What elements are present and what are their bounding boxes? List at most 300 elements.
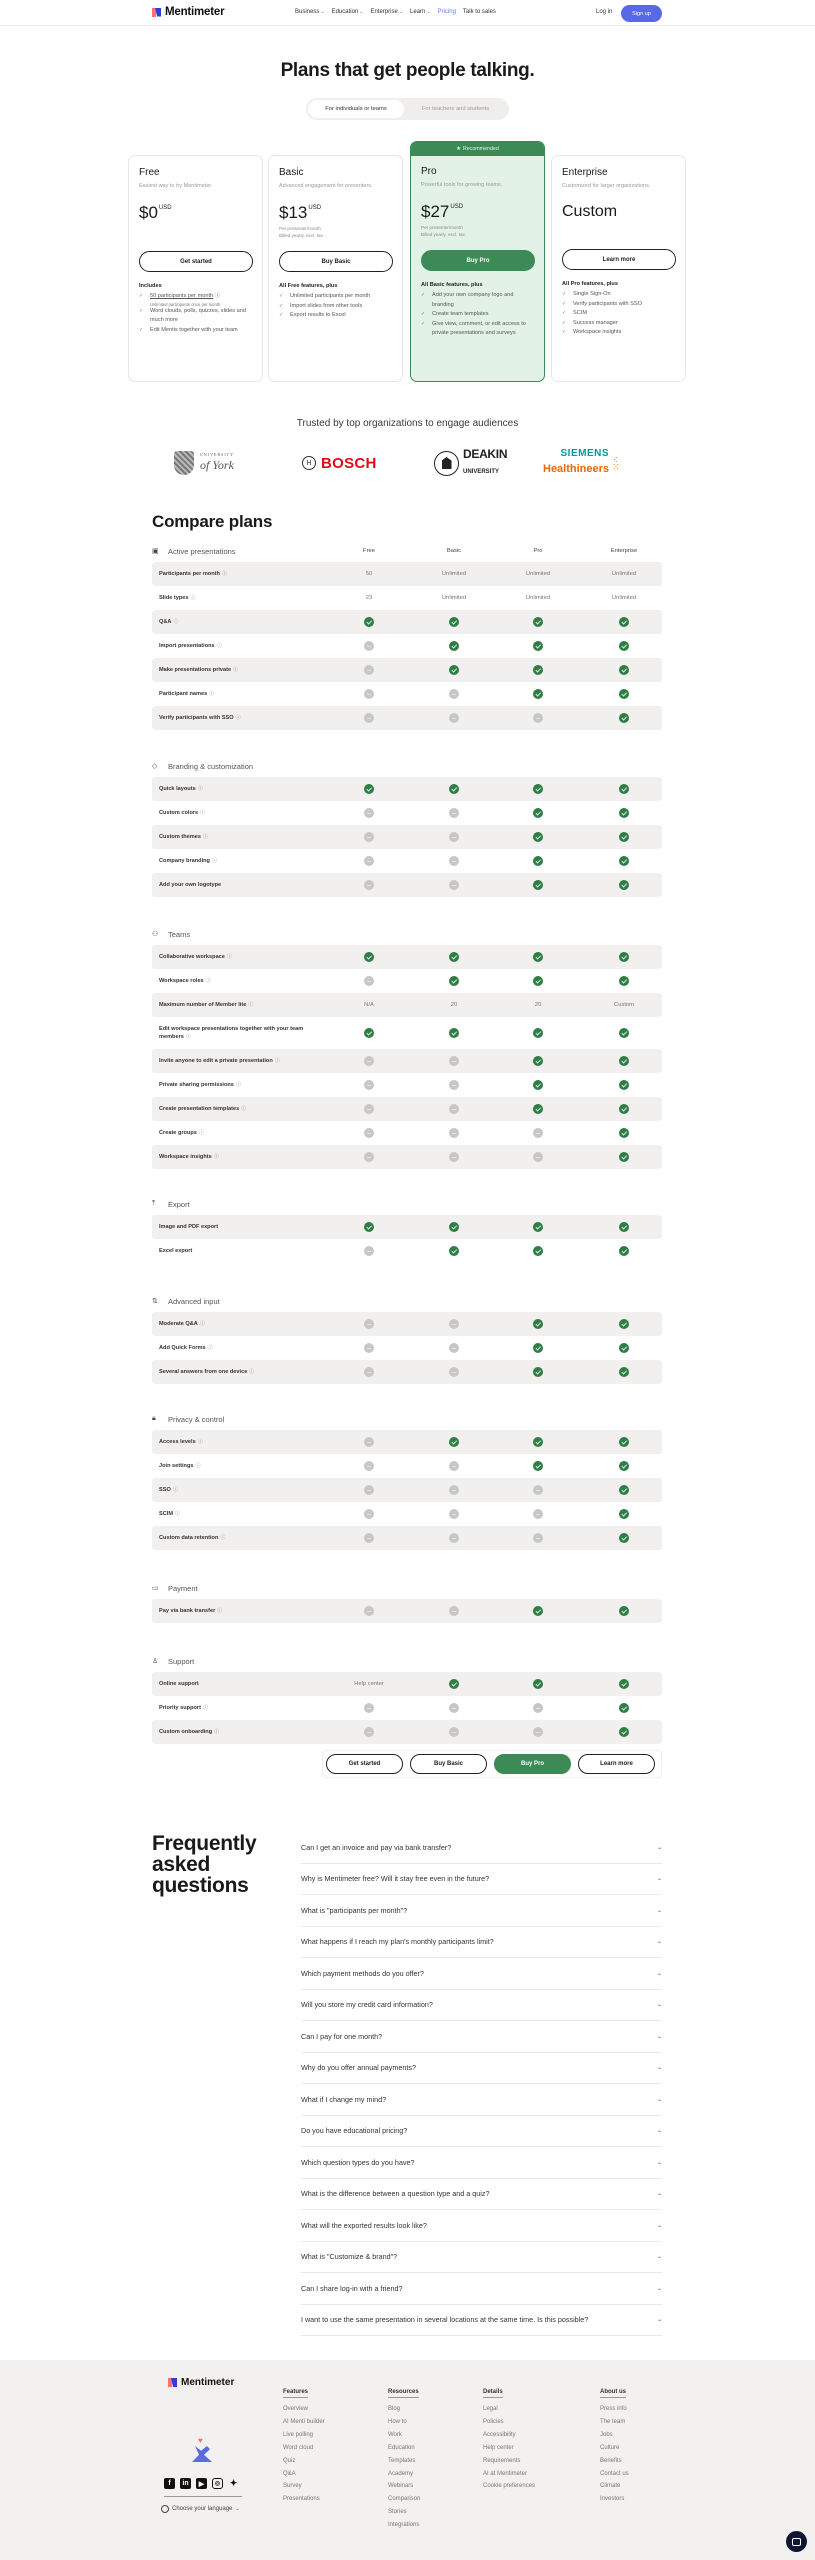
cell-value: Unlimited [611, 595, 637, 601]
nav-link-learn[interactable] [410, 9, 431, 15]
check-circle-icon [449, 617, 459, 627]
faq-item[interactable] [301, 1958, 662, 1990]
info-icon[interactable]: ⓘ [202, 1704, 208, 1711]
cell-enterprise [619, 952, 629, 962]
table-row [152, 1336, 662, 1360]
cell-basic [449, 952, 459, 962]
cell-enterprise [619, 1437, 629, 1447]
minus-circle-icon [364, 1509, 374, 1519]
footer-link[interactable]: Accessibility [483, 2431, 516, 2438]
footer-link[interactable]: Survey [283, 2483, 302, 2490]
cell-basic [449, 784, 459, 794]
minus-circle-icon [449, 713, 459, 723]
info-icon[interactable]: ⓘ [200, 809, 206, 816]
toggle-teachers-students[interactable]: For teachers and students [421, 106, 490, 112]
facebook-icon[interactable]: f [164, 2478, 175, 2489]
feature-item [562, 319, 675, 329]
cell-free [364, 1367, 374, 1377]
footer-link[interactable]: Help center [483, 2444, 514, 2451]
feature-name: Pay via bank transfer [159, 1607, 216, 1614]
cell-value: Unlimited [525, 595, 551, 601]
feature-name: Slide types [159, 594, 189, 601]
plan-card-enterprise [551, 155, 686, 382]
faq-item[interactable] [301, 1927, 662, 1959]
check-circle-icon [449, 1679, 459, 1689]
check-circle-icon [533, 1679, 543, 1689]
info-icon[interactable]: ⓘ [214, 1728, 220, 1735]
check-icon: ✓ [279, 302, 284, 309]
billing-note [421, 225, 534, 239]
faq-item[interactable] [301, 1990, 662, 2022]
faq-item[interactable] [301, 1864, 662, 1896]
minus-circle-icon [364, 1437, 374, 1447]
chevron-down-icon: ⌄ [655, 2285, 664, 2292]
nav-link-label: Enterprise [370, 9, 398, 15]
check-circle-icon [533, 784, 543, 794]
cell-basic [449, 1727, 459, 1737]
cell-basic [449, 1246, 459, 1256]
check-circle-icon [619, 1461, 629, 1471]
feature-label [159, 594, 319, 602]
minus-circle-icon [449, 1509, 459, 1519]
info-icon[interactable]: ⓘ [226, 953, 232, 960]
cell-free [364, 1343, 374, 1353]
billing-note [562, 224, 675, 238]
language-selector[interactable] [161, 2505, 240, 2513]
faq-item[interactable] [301, 2305, 662, 2337]
plan-tagline: Customized for larger organizations. [562, 183, 651, 189]
check-circle-icon [619, 1703, 629, 1713]
footer-link[interactable]: Templates [388, 2457, 416, 2464]
info-icon[interactable]: ⓘ [248, 1001, 254, 1008]
faq-question: What is "Customize & brand"? [301, 2252, 398, 2262]
footer-link[interactable]: Contact us [600, 2470, 629, 2477]
info-icon[interactable]: ⓘ [220, 1534, 226, 1541]
faq-item[interactable] [301, 2273, 662, 2305]
faq-item[interactable] [301, 2053, 662, 2085]
cell-basic [449, 976, 459, 986]
cell-pro [533, 808, 543, 818]
feature-list [562, 290, 675, 338]
cell-free [364, 1056, 374, 1066]
footer-link[interactable]: Stories [388, 2509, 407, 2516]
nav-link-business[interactable] [295, 9, 325, 15]
learn-more-button[interactable]: Learn more [578, 1754, 655, 1774]
section-title: Export [168, 1199, 190, 1209]
plan-tagline: Powerful tools for growing teams. [421, 182, 503, 188]
cell-free [364, 1319, 374, 1329]
billing-note [139, 226, 252, 240]
info-icon[interactable]: ⓘ [235, 1081, 241, 1088]
cell-pro [533, 784, 543, 794]
cell-basic [449, 832, 459, 842]
minus-circle-icon [449, 1727, 459, 1737]
cell-enterprise [619, 665, 629, 675]
billing-note-line: Billed yearly, excl. tax. [279, 232, 325, 238]
minus-circle-icon [364, 1128, 374, 1138]
cell-basic [449, 1461, 459, 1471]
instagram-icon[interactable]: ◎ [212, 2478, 223, 2489]
cell-enterprise [619, 1485, 629, 1495]
check-icon: ✓ [421, 292, 426, 298]
cell-free [364, 1104, 374, 1114]
check-circle-icon [533, 617, 543, 627]
feature-label: Import slides from other tools [290, 302, 363, 309]
faq-item[interactable] [301, 2179, 662, 2211]
compare-section-payment [152, 1577, 662, 1623]
footer-link[interactable]: Live polling [283, 2431, 314, 2438]
cell-free [364, 1703, 374, 1713]
feature-text [290, 311, 346, 321]
footer-link[interactable]: Requirements [483, 2457, 521, 2464]
chat-icon [792, 2538, 801, 2546]
footer-link[interactable]: Press info [600, 2406, 627, 2412]
section-header [152, 1408, 662, 1430]
footer-link[interactable]: How to [388, 2418, 407, 2425]
footer-link[interactable]: Education [388, 2444, 415, 2451]
get-started-button[interactable]: Get started [326, 1754, 403, 1774]
footer-link[interactable]: The team [600, 2418, 626, 2425]
cell-free [364, 689, 374, 699]
feature-list [421, 291, 534, 339]
cell-basic [442, 571, 466, 577]
cell-value: 23 [365, 595, 373, 601]
footer-link[interactable]: Legal [483, 2406, 498, 2412]
deakin-line2: UNIVERSITY [463, 469, 500, 475]
info-icon[interactable]: ⓘ [172, 1486, 178, 1493]
check-icon: ✓ [139, 326, 144, 333]
minus-circle-icon [364, 1343, 374, 1353]
cell-basic [449, 856, 459, 866]
minus-circle-icon [449, 832, 459, 842]
info-icon[interactable]: ⓘ [197, 785, 203, 792]
feature-name: Invite anyone to edit a private presentation [159, 1057, 273, 1064]
footer-link[interactable]: Quiz [283, 2457, 296, 2464]
lock-icon: 🔒︎ [152, 1415, 156, 1422]
feature-text [432, 310, 489, 320]
signup-button[interactable]: Sign up [621, 5, 662, 22]
minus-circle-icon [364, 1080, 374, 1090]
cell-enterprise [612, 571, 636, 577]
table-row [152, 634, 662, 658]
feature-label: Success manager [573, 319, 618, 326]
footer-link[interactable]: Benefits [600, 2457, 622, 2464]
nav-link-education[interactable] [332, 9, 364, 15]
cell-enterprise [614, 1002, 634, 1008]
feature-label [159, 690, 319, 698]
info-icon[interactable]: ⓘ [233, 666, 239, 673]
info-icon[interactable]: ⓘ [216, 642, 222, 649]
footer-link[interactable]: AI Menti builder [283, 2418, 325, 2425]
cell-pro [533, 1533, 543, 1543]
info-icon[interactable]: ⓘ [174, 1510, 180, 1517]
brand-logo[interactable] [152, 6, 224, 18]
faq-item[interactable] [301, 2116, 662, 2148]
plan-cta-free[interactable]: Get started [139, 251, 253, 272]
feature-label [159, 1001, 319, 1009]
minus-circle-icon [364, 1606, 374, 1616]
footer-link[interactable]: Work [388, 2431, 402, 2438]
cell-free [364, 1461, 374, 1471]
main-menu [295, 9, 496, 15]
info-icon[interactable]: ⓘ [198, 1129, 204, 1136]
info-icon[interactable]: ⓘ [211, 857, 217, 864]
check-circle-icon [619, 1367, 629, 1377]
check-circle-icon [533, 880, 543, 890]
info-icon[interactable]: ⓘ [207, 1344, 213, 1351]
check-icon: ✓ [562, 300, 567, 307]
minus-circle-icon [364, 1367, 374, 1377]
footer-link[interactable]: AI at Mentimeter [483, 2470, 528, 2477]
cell-basic [449, 1703, 459, 1713]
faq-item[interactable] [301, 2147, 662, 2179]
cell-free [366, 595, 372, 601]
faq-item[interactable] [301, 2242, 662, 2274]
cell-free [364, 976, 374, 986]
check-icon: ✓ [562, 319, 567, 326]
info-icon[interactable]: ⓘ [249, 1368, 255, 1375]
feature-label [159, 714, 319, 722]
info-icon[interactable]: ⓘ [209, 690, 215, 697]
faq-item[interactable] [301, 2210, 662, 2242]
chevron-down-icon: ⌄ [655, 1939, 664, 1946]
cell-pro [533, 1319, 543, 1329]
features-heading: All Free features, plus [279, 283, 338, 289]
page-title: Plans that get people talking. [280, 60, 535, 81]
chevron-down-icon: ⌄ [655, 2065, 664, 2072]
footer-column-resources [388, 2380, 420, 2532]
minus-circle-icon [364, 1461, 374, 1471]
youtube-icon[interactable]: ▶ [196, 2478, 207, 2489]
info-icon[interactable]: ⓘ [190, 594, 196, 601]
check-circle-icon [449, 641, 459, 651]
check-circle-icon [449, 665, 459, 675]
cell-enterprise [619, 1727, 629, 1737]
cell-free [364, 880, 374, 890]
cell-free [364, 1246, 374, 1256]
twitter-icon[interactable]: ✦ [229, 2478, 238, 2488]
faq-question: What will the exported results look like? [301, 2220, 427, 2230]
chevron-down-icon: ⌄ [655, 2222, 664, 2229]
info-icon[interactable]: ⓘ [221, 570, 227, 577]
cell-enterprise [619, 713, 629, 723]
info-icon[interactable]: ⓘ [235, 714, 241, 721]
cell-pro [533, 856, 543, 866]
plan-cta-basic[interactable]: Buy Basic [279, 251, 393, 272]
footer-link[interactable]: Culture [600, 2444, 620, 2451]
cell-free [364, 617, 374, 627]
info-icon[interactable]: ⓘ [173, 618, 179, 625]
check-circle-icon [364, 784, 374, 794]
cell-enterprise [619, 1461, 629, 1471]
buy-pro-button[interactable]: Buy Pro [494, 1754, 571, 1774]
check-circle-icon [533, 1319, 543, 1329]
chat-widget-button[interactable] [786, 2531, 807, 2552]
footer-link[interactable]: Webinars [388, 2483, 414, 2490]
feature-name: Maximum number of Member lite [159, 1001, 247, 1008]
feature-text [573, 290, 611, 300]
check-circle-icon [619, 665, 629, 675]
social-links [164, 2478, 239, 2489]
info-icon[interactable]: ⓘ [213, 1153, 219, 1160]
faq-item[interactable] [301, 2084, 662, 2116]
check-circle-icon [619, 617, 629, 627]
info-icon[interactable]: ⓘ [205, 977, 211, 984]
cell-value: Unlimited [611, 571, 637, 577]
footer-logo[interactable] [168, 2377, 234, 2388]
check-circle-icon [533, 641, 543, 651]
footer-link[interactable]: Policies [483, 2418, 504, 2425]
footer-link[interactable]: Blog [388, 2406, 401, 2412]
cell-basic [449, 1319, 459, 1329]
info-icon[interactable]: ⓘ [202, 833, 208, 840]
deakin-badge-icon [434, 451, 459, 476]
cell-enterprise [619, 1319, 629, 1329]
price-amount: $27 [421, 202, 450, 221]
footer-link[interactable]: Cookie preferences [483, 2483, 536, 2490]
cell-pro [533, 1056, 543, 1066]
feature-label: Single Sign-On [573, 291, 611, 297]
table-row [152, 1312, 662, 1336]
cell-basic [449, 1128, 459, 1138]
feature-link[interactable]: 50 participants per month [150, 293, 214, 299]
table-row [152, 1239, 662, 1263]
table-row [152, 801, 662, 825]
nav-link-enterprise[interactable] [370, 9, 403, 15]
feature-name: Moderate Q&A [159, 1320, 198, 1327]
cell-basic [449, 1028, 459, 1038]
feature-item [421, 291, 534, 310]
info-icon[interactable]: ⓘ [199, 1320, 205, 1327]
feature-name: Q&A [159, 618, 172, 625]
chevron-down-icon: ⌄ [655, 1876, 664, 1883]
cell-enterprise [619, 1104, 629, 1114]
minus-circle-icon [364, 880, 374, 890]
footer [0, 2360, 815, 2560]
info-icon[interactable]: ⓘ [197, 1438, 203, 1445]
feature-name: Create presentation templates [159, 1105, 240, 1112]
faq-list [301, 1832, 662, 2336]
minus-circle-icon [449, 808, 459, 818]
footer-link[interactable]: Academy [388, 2470, 414, 2477]
cell-value: Help center [354, 1681, 384, 1687]
footer-link[interactable]: Comparison [388, 2496, 421, 2503]
check-circle-icon [449, 1437, 459, 1447]
faq-question: Will you store my credit card information? [301, 2000, 433, 2010]
features-heading: All Basic features, plus [421, 282, 483, 288]
cell-basic [449, 1533, 459, 1543]
feature-label [159, 1704, 319, 1712]
footer-link[interactable]: Integrations [388, 2522, 420, 2529]
feature-name: Make presentations private [159, 666, 232, 673]
feature-label: Workspace insights [573, 329, 622, 335]
cell-pro [533, 1461, 543, 1471]
footer-column-about-us [600, 2380, 629, 2506]
feature-item [562, 309, 675, 319]
cell-pro [533, 1222, 543, 1232]
info-icon[interactable]: ⓘ [241, 1105, 247, 1112]
faq-item[interactable] [301, 1832, 662, 1864]
check-icon: ✓ [279, 293, 284, 299]
faq-item[interactable] [301, 1895, 662, 1927]
column-header-pro: Pro [533, 548, 543, 554]
check-circle-icon [619, 832, 629, 842]
footer-link[interactable]: Presentations [283, 2496, 320, 2503]
footer-link[interactable]: Jobs [600, 2431, 613, 2438]
faq-question: What is "participants per month"? [301, 1905, 408, 1915]
plan-name: Enterprise [562, 167, 608, 178]
check-circle-icon [533, 832, 543, 842]
table-row [152, 1145, 662, 1169]
globe-icon [161, 2505, 169, 2513]
feature-label: Verify participants with SSO [573, 300, 643, 307]
linkedin-icon[interactable]: in [180, 2478, 191, 2489]
price-currency: USD [308, 205, 322, 211]
cell-pro [533, 976, 543, 986]
feature-label [159, 1223, 319, 1231]
check-circle-icon [533, 1606, 543, 1616]
nav-link-pricing[interactable] [438, 9, 456, 15]
info-icon[interactable]: ⓘ [185, 1033, 191, 1040]
check-circle-icon [619, 952, 629, 962]
info-icon[interactable]: ⓘ [213, 293, 221, 299]
plan-cta-pro[interactable]: Buy Pro [421, 250, 535, 271]
cell-pro [533, 1080, 543, 1090]
footer-link[interactable]: Overview [283, 2406, 309, 2412]
recommended-label: Recommended [462, 146, 499, 152]
cell-value: 20 [534, 1002, 542, 1008]
footer-link[interactable]: Investors [600, 2496, 625, 2503]
cell-value: Unlimited [441, 571, 467, 577]
table-row [152, 586, 662, 610]
faq-item[interactable] [301, 2021, 662, 2053]
footer-link[interactable]: Climate [600, 2483, 621, 2490]
buy-basic-button[interactable]: Buy Basic [410, 1754, 487, 1774]
customer-logos [170, 448, 660, 478]
feature-item [562, 328, 675, 338]
footer-link[interactable]: Word cloud [283, 2444, 314, 2451]
cell-enterprise [619, 1128, 629, 1138]
price-currency: USD [158, 205, 172, 211]
login-link[interactable]: Log in [596, 9, 613, 15]
compare-section-export [152, 1193, 662, 1263]
footer-column-title: Resources [388, 2389, 419, 2398]
toggle-individuals-teams[interactable]: For individuals or teams [308, 100, 404, 118]
info-icon[interactable]: ⓘ [217, 1607, 223, 1614]
check-circle-icon [449, 952, 459, 962]
check-icon: ✓ [562, 310, 567, 316]
features-heading: All Pro features, plus [562, 281, 618, 287]
minus-circle-icon [533, 1152, 543, 1162]
minus-circle-icon [533, 1509, 543, 1519]
faq-title-line: asked [152, 1853, 211, 1876]
cell-pro [533, 1028, 543, 1038]
minus-circle-icon [364, 856, 374, 866]
info-icon[interactable]: ⓘ [274, 1057, 280, 1064]
check-circle-icon [619, 1080, 629, 1090]
feature-label: Create team templates [432, 311, 489, 317]
feature-name: SCIM [159, 1510, 173, 1517]
table-row [152, 1502, 662, 1526]
info-icon[interactable]: ⓘ [195, 1462, 201, 1469]
nav-link-talk-to-sales[interactable] [463, 9, 496, 15]
check-circle-icon [449, 784, 459, 794]
nav-link-label: Education [331, 9, 359, 15]
footer-link[interactable]: Q&A [283, 2470, 296, 2477]
table-row [152, 849, 662, 873]
plan-cta-enterprise[interactable]: Learn more [562, 249, 676, 270]
cell-enterprise [612, 595, 636, 601]
